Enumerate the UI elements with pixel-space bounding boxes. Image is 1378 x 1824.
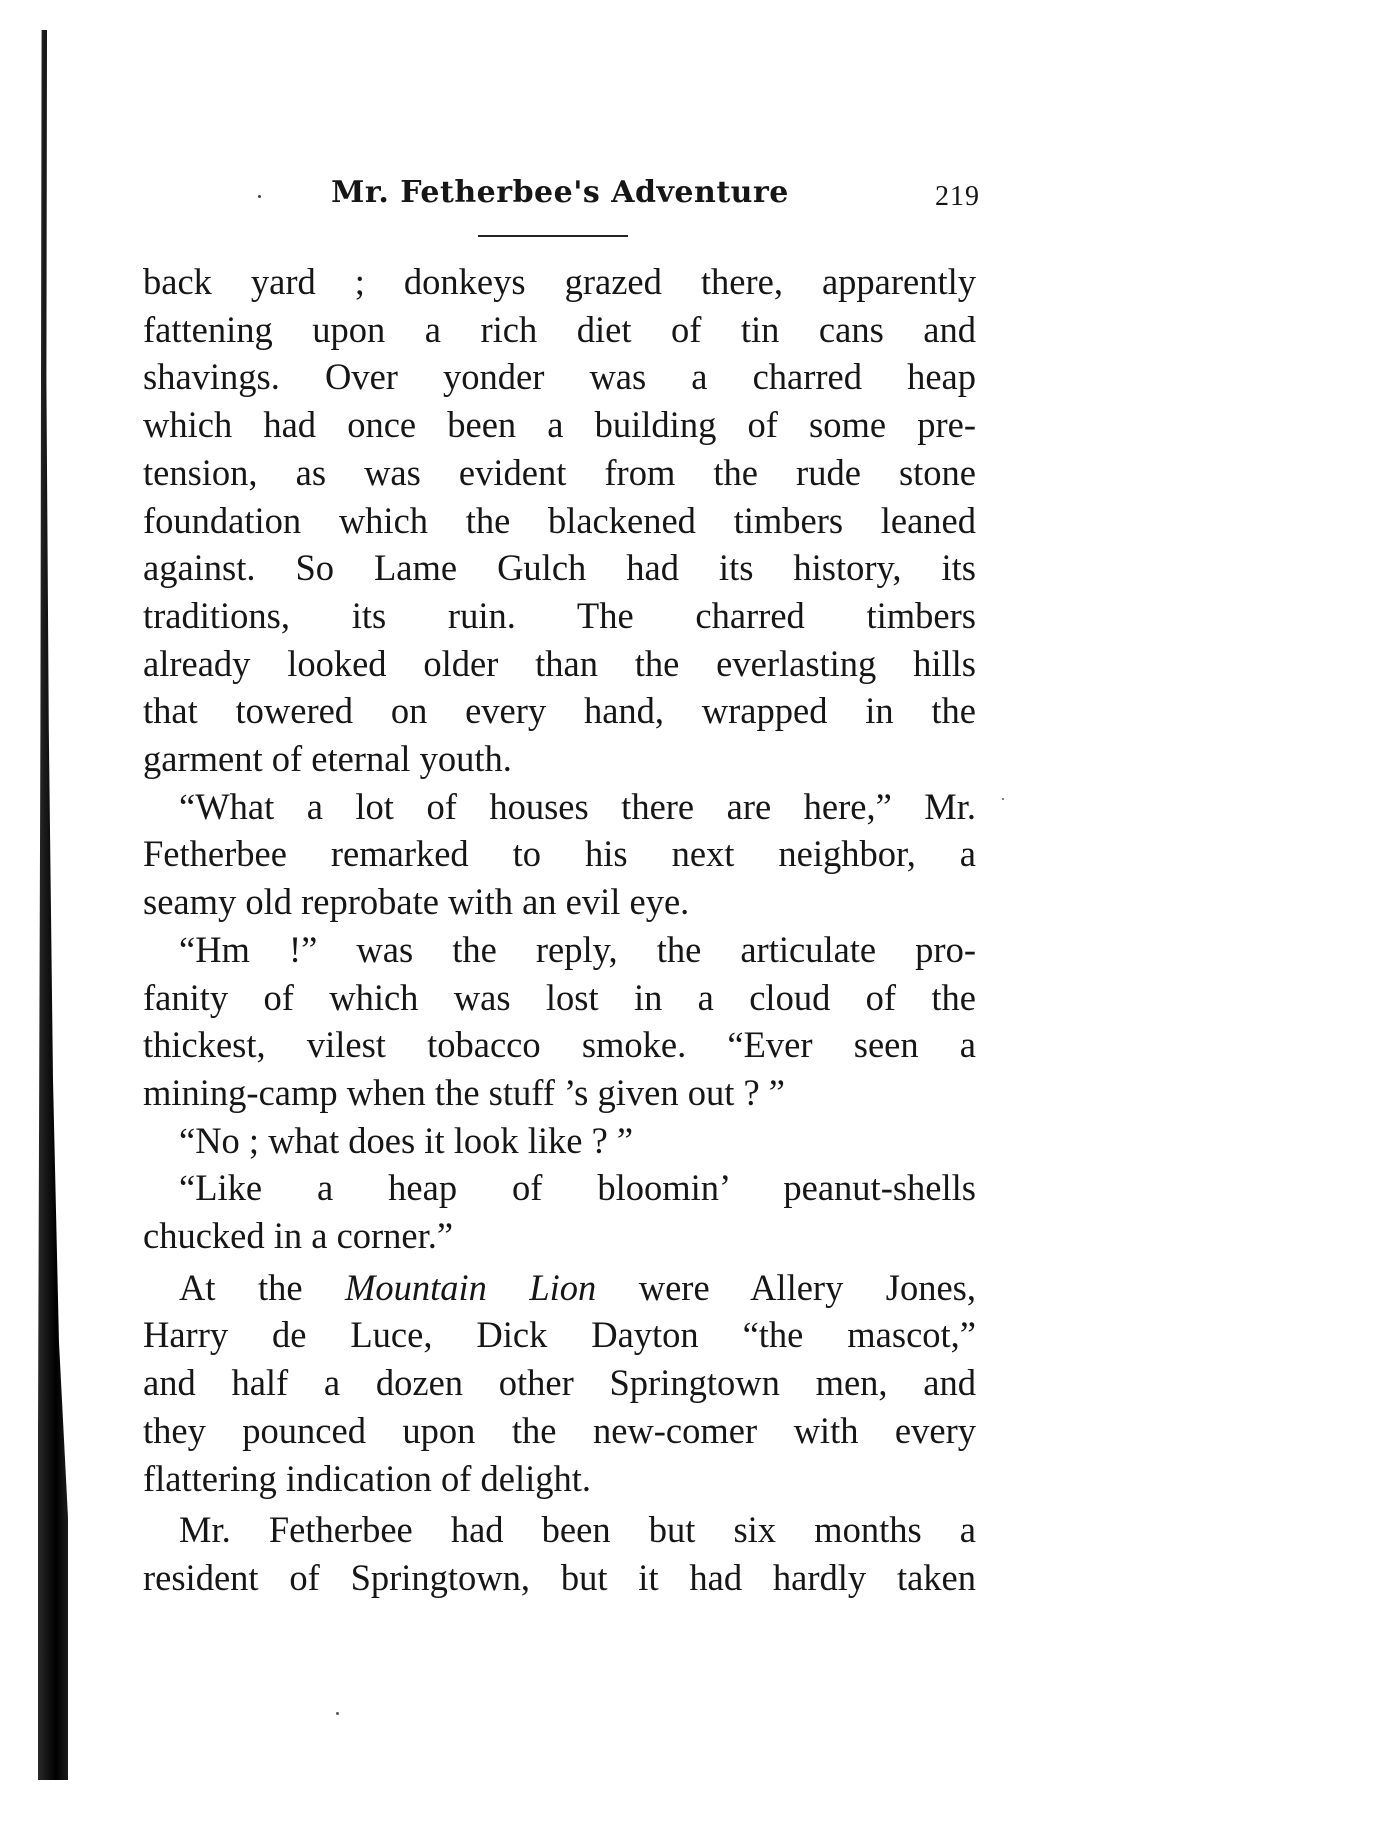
text-line: already looked older than the everlasting hills [143, 642, 976, 684]
running-title: Mr. Fetherbee's Adventure [331, 175, 789, 210]
text-line: tension, as was evident from the rude stone [143, 451, 976, 493]
text-line: garment of eternal youth. [143, 738, 512, 780]
text-line: that towered on every hand, wrapped in the [143, 690, 976, 732]
paragraph [143, 258, 976, 783]
text-line: “Like a heap of bloomin’ peanut-shells [179, 1167, 976, 1209]
text-line: foundation which the blackened timbers leaned [143, 499, 976, 541]
paragraph [143, 1117, 976, 1165]
page-body [143, 258, 976, 1602]
text-line: and half a dozen other Springtown men, and [143, 1362, 976, 1404]
text-line: chucked in a corner.” [143, 1215, 454, 1257]
page-number: 219 [935, 181, 980, 212]
header-rule [478, 235, 628, 237]
text-line: resident of Springtown, but it had hardly taken [143, 1556, 976, 1598]
paper-speck [336, 1712, 339, 1715]
binding-gutter-shadow [38, 30, 68, 1780]
paragraph [143, 783, 976, 926]
text-line: Fetherbee remarked to his next neighbor, a [143, 833, 976, 875]
text-line: traditions, its ruin. The charred timbers [143, 594, 976, 636]
paragraph [143, 1264, 976, 1503]
text-run: At the [179, 1266, 345, 1308]
text-line: seamy old reprobate with an evil eye. [143, 881, 690, 923]
text-line: “No ; what does it look like ? ” [179, 1119, 634, 1161]
text-line: against. So Lame Gulch had its history, its [143, 547, 976, 589]
paper-speck [1002, 798, 1004, 800]
paragraph [143, 1506, 976, 1601]
text-line: which had once been a building of some pre- [143, 404, 976, 446]
text-line: back yard ; donkeys grazed there, apparently [143, 261, 976, 302]
text-line: Mr. Fetherbee had been but six months a [179, 1509, 976, 1551]
text-line: they pounced upon the new-comer with every [143, 1409, 976, 1451]
text-run: were Allery Jones, [596, 1266, 976, 1308]
text-line: flattering indication of delight. [143, 1457, 592, 1499]
paragraph [143, 1164, 976, 1259]
text-line: Harry de Luce, Dick Dayton “the mascot,” [143, 1314, 976, 1356]
text-line: shavings. Over yonder was a charred heap [143, 356, 976, 398]
text-line: “Hm !” was the reply, the articulate pro- [179, 928, 976, 970]
text-line: fattening upon a rich diet of tin cans and [143, 308, 976, 350]
italic-title: Mountain Lion [344, 1266, 597, 1308]
text-line: mining-camp when the stuff ’s given out ? ” [143, 1071, 785, 1113]
text-line: thickest, vilest tobacco smoke. “Ever seen a [143, 1024, 976, 1066]
text-line: fanity of which was lost in a cloud of the [143, 976, 976, 1018]
paragraph [143, 926, 976, 1117]
text-line: “What a lot of houses there are here,” Mr. [179, 785, 976, 827]
page-header [140, 175, 980, 231]
text-line [143, 1264, 976, 1312]
